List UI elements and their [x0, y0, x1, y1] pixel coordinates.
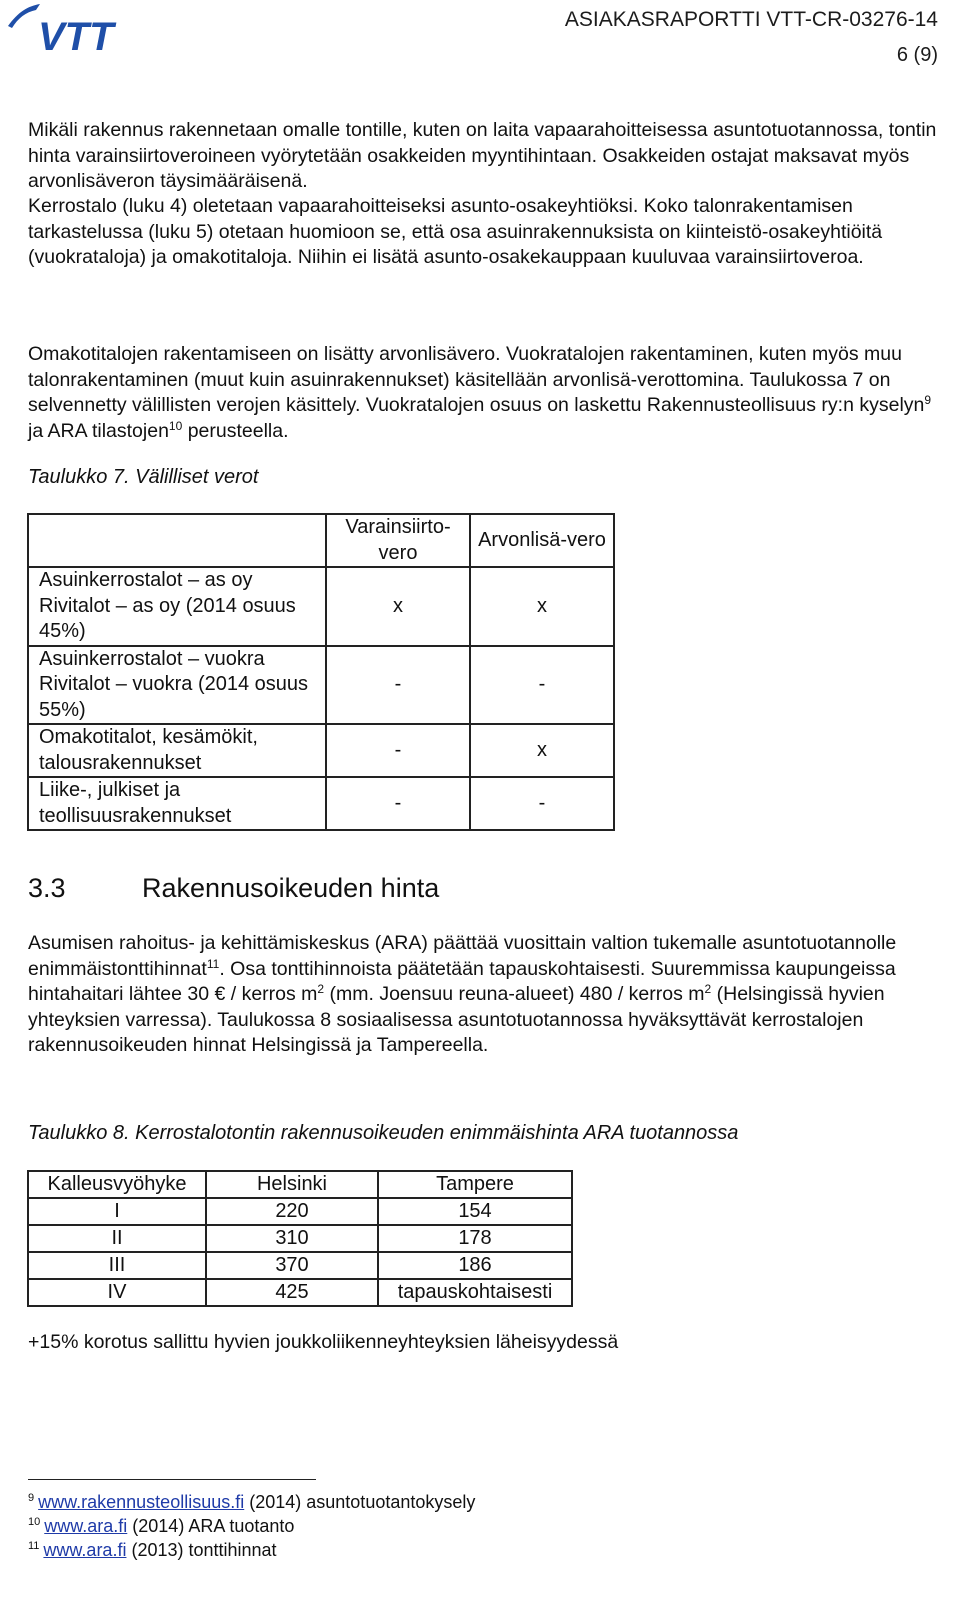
table-7-caption: Taulukko 7. Välilliset verot [28, 466, 259, 488]
header-cell [28, 514, 326, 567]
section-heading [28, 873, 439, 904]
cell: - [470, 646, 614, 725]
cell: 186 [378, 1252, 572, 1279]
footnote-link[interactable]: www.ara.fi [44, 1516, 128, 1536]
cell: tapauskohtaisesti [378, 1279, 572, 1306]
table-row [28, 777, 614, 830]
section-number: 3.3 [28, 873, 66, 903]
footnote-9 [28, 1491, 475, 1513]
cell: - [470, 777, 614, 830]
header-cell: Helsinki [206, 1171, 378, 1198]
table-row [28, 724, 614, 777]
table-row [28, 1252, 572, 1279]
table-row [28, 1198, 572, 1225]
row-label: Liike-, julkiset ja teollisuusrakennukset [28, 777, 326, 830]
table-row [28, 1225, 572, 1252]
footnote-ref-10: 10 [168, 418, 183, 433]
table-8-caption: Taulukko 8. Kerrostalotontin rakennusoikeuden enimmäishinta ARA tuotannossa [28, 1122, 739, 1144]
table-header-row [28, 514, 614, 567]
cell: x [470, 567, 614, 646]
cell: x [326, 567, 470, 646]
footnote-text: (2014) asuntotuotantokysely [244, 1492, 476, 1512]
page-number: 6 (9) [896, 44, 938, 66]
table-row [28, 646, 614, 725]
footnote-number: 11 [28, 1540, 40, 1552]
cell: 178 [378, 1225, 572, 1252]
cell: 425 [206, 1279, 378, 1306]
table-row [28, 567, 614, 646]
svg-text:VTT: VTT [38, 15, 114, 56]
cell: 154 [378, 1198, 572, 1225]
cell: III [28, 1252, 206, 1279]
vtt-logo [6, 2, 158, 56]
table-note: +15% korotus sallittu hyvien joukkoliikenneyhteyksien läheisyydessä [28, 1331, 619, 1353]
paragraph-3: Omakotitalojen rakentamiseen on lisätty arvonlisävero. Vuokratalojen rakentaminen, kuten myös muu talonrakentaminen (muut kuin asuinrakennukset) käsitellään arvonlisä-verottomina. Taulukossa 7 on selvennetty välillisten verojen käsittely. Vuokratalojen osuus on laskettu Rakennusteollisuus ry:n kyselyn$^9$ ja ARA tilastojen$^{10}$ perusteella. [28, 343, 932, 442]
cell: I [28, 1198, 206, 1225]
footnote-text: (2014) ARA tuotanto [127, 1516, 295, 1536]
cell: - [326, 646, 470, 725]
row-label: Asuinkerrostalot – as oy Rivitalot – as oy (2014 osuus 45%) [28, 567, 326, 646]
footnote-11 [28, 1539, 277, 1561]
footnote-text: (2013) tonttihinnat [126, 1540, 277, 1560]
paragraph-1: Mikäli rakennus rakennetaan omalle tontille, kuten on laita vapaarahoitteisessa asuntotuotannossa, tontin hinta varainsiirtoveroineen vyörytetään osakkeiden myyntihintaan. Osakkeiden ostajat maksavat myös arvonlisäveron täysimääräisenä. [28, 119, 937, 192]
header-cell: Varainsiirto-vero [326, 514, 470, 567]
report-id: ASIAKASRAPORTTI VTT-CR-03276-14 [564, 8, 938, 31]
paragraph-2: Kerrostalo (luku 4) oletetaan vapaarahoitteiseksi asunto-osakeyhtiöksi. Koko talonrakentamisen tarkastelussa (luku 5) otetaan huomioon se, että osa asuinrakennuksista on kiinteistö-osakeyhtiöitä (vuokrataloja) ja omakotitaloja. Niihin ei lisätä asunto-osakekauppaan kuuluvaa varainsiirtoveroa. [28, 195, 883, 268]
footnote-number: 10 [28, 1516, 41, 1528]
row-label: Omakotitalot, kesämökit, talousrakennukset [28, 724, 326, 777]
footnote-link[interactable]: www.rakennusteollisuus.fi [38, 1492, 245, 1512]
footnote-ref-11: 11 [206, 956, 220, 971]
table-8 [27, 1170, 573, 1307]
cell: - [326, 724, 470, 777]
footnote-link[interactable]: www.ara.fi [43, 1540, 127, 1560]
row-label: Asuinkerrostalot – vuokra Rivitalot – vuokra (2014 osuus 55%) [28, 646, 326, 725]
header-cell: Kalleusvyöhyke [28, 1171, 206, 1198]
header-cell: Arvonlisä-vero [470, 514, 614, 567]
table-7 [27, 513, 615, 831]
paragraph-4: Asumisen rahoitus- ja kehittämiskeskus (ARA) päättää vuosittain valtion tukemalle asuntotuotannolle enimmäistonttihinnat$^{11}$. Osa tonttihinnoista päätetään tapauskohtaisesti. Suuremmissa kaupungeissa hintahaitari lähtee 30 € / kerros $m^2$ (mm. Joensuu reuna-alueet) 480 / kerros $m^2$ (Helsingissä hyvien yhteyksien varressa). Taulukossa 8 sosiaalisessa asuntotuotannossa hyväksyttävät kerrostalojen rakennusoikeuden hinnat Helsingissä ja Tampereella. [28, 932, 897, 1056]
footnote-divider [28, 1479, 316, 1480]
superscript: 2 [317, 982, 325, 996]
cell: 310 [206, 1225, 378, 1252]
cell: IV [28, 1279, 206, 1306]
cell: x [470, 724, 614, 777]
cell: - [326, 777, 470, 830]
section-title: Rakennusoikeuden hinta [142, 873, 440, 903]
cell: 220 [206, 1198, 378, 1225]
cell: II [28, 1225, 206, 1252]
footnote-ref-9: 9 [924, 393, 932, 407]
cell: 370 [206, 1252, 378, 1279]
table-header-row [28, 1171, 572, 1198]
vtt-logo-icon [6, 2, 158, 56]
table-row [28, 1279, 572, 1306]
superscript: 2 [704, 982, 712, 996]
footnote-10 [28, 1515, 294, 1537]
footnote-number: 9 [28, 1492, 35, 1504]
header-cell: Tampere [378, 1171, 572, 1198]
